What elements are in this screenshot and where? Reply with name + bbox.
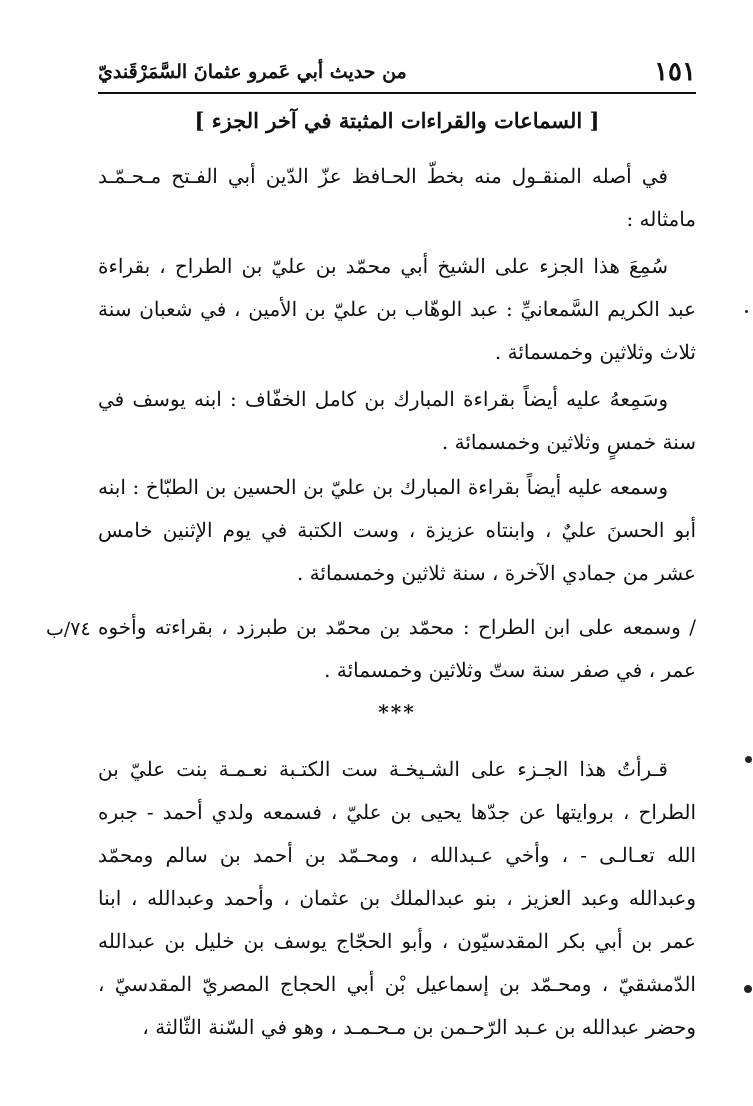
paragraph-6 <box>98 748 696 1049</box>
page-number: ١٥١ <box>654 57 696 87</box>
running-title: من حديث أبي عَمرو عثمانَ السَّمَرْقَنديّ <box>98 61 407 83</box>
paragraph-5 <box>98 606 696 692</box>
separator: *** <box>378 700 416 724</box>
paragraph-text: وسَمِعهُ عليه أيضاً بقراءة المبارك بن كامل الخفّاف : ابنه يوسف في سنة خمسٍ وثلاثين وخمسمائة . <box>98 387 696 454</box>
page-header <box>98 52 696 94</box>
paragraph-text: سُمِعَ هذا الجزء على الشيخ أبي محمّد بن عليّ بن الطراح ، بقراءة عبد الكريم السَّمعانيِّ : عبد الوهّاب بن عليّ بن الأمين ، في شعبان سنة ثلاث وثلاثين وخمسمائة . <box>98 254 696 364</box>
paragraph-text: وسمعه عليه أيضاً بقراءة المبارك بن عليّ بن الحسين بن الطبّاخ : ابنه أبو الحسنَ عليٌ ، وابنتاه عزيزة ، وست الكتبة في يوم الإثنين خامس عشر من جمادي الآخرة ، سنة ثلاثين وخمسمائة . <box>98 475 696 585</box>
paragraph-3 <box>98 378 696 464</box>
paragraph-text: قـرأتُ هذا الجـزء على الشـيخـة ست الكتـبة نعـمـة بنت عليّ بن الطراح ، بروايتها عن جدّها يحيى بن عليّ ، فسمعه ولدي أحمد - جبره الله تعـالـى - ، وأخي عـبدالله ، ومحـمّد بن أحمد بن سالم ومحمّد وعبدالله وعبد العزيز ، بنو عبدالملك بن عثمان ، وأحمد وعبدالله ، ابنا عمر بن أبي بكر المقدسيّون ، وأبو الحجّاج يوسف بن خليل بن عبدالله الدّمشقيّ ، ومحـمّد بن إسماعيل بْن أبي الحجاج المصريّ المقدسيّ ، وحضر عبدالله بن عـبد الرّحـمن بن مـحـمـد ، وهو في السّنة الثّالثة ، <box>98 757 696 1039</box>
section-heading: [ السماعات والقراءات المثبتة في آخر الجزء ] <box>194 108 600 133</box>
paragraph-text: في أصله المنقـول منه بخطّ الحـافظ عزّ الدّين أبي الفـتح مـحـمّـد مامثاله : <box>98 164 696 231</box>
scan-speck <box>745 310 748 313</box>
paragraph-text: / وسمعه على ابن الطراح : محمّد بن محمّد بن طبرزد ، بقراءته وأخوه عمر ، في صفر سنة ستّ وثلاثين وخمسمائة . <box>98 615 696 682</box>
paragraph-4 <box>98 466 696 595</box>
paragraph-2 <box>98 245 696 374</box>
folio-mark: ٧٤/ب <box>46 618 91 640</box>
paragraph-1 <box>98 155 696 241</box>
scan-speck <box>744 985 752 993</box>
scan-speck <box>745 756 752 763</box>
